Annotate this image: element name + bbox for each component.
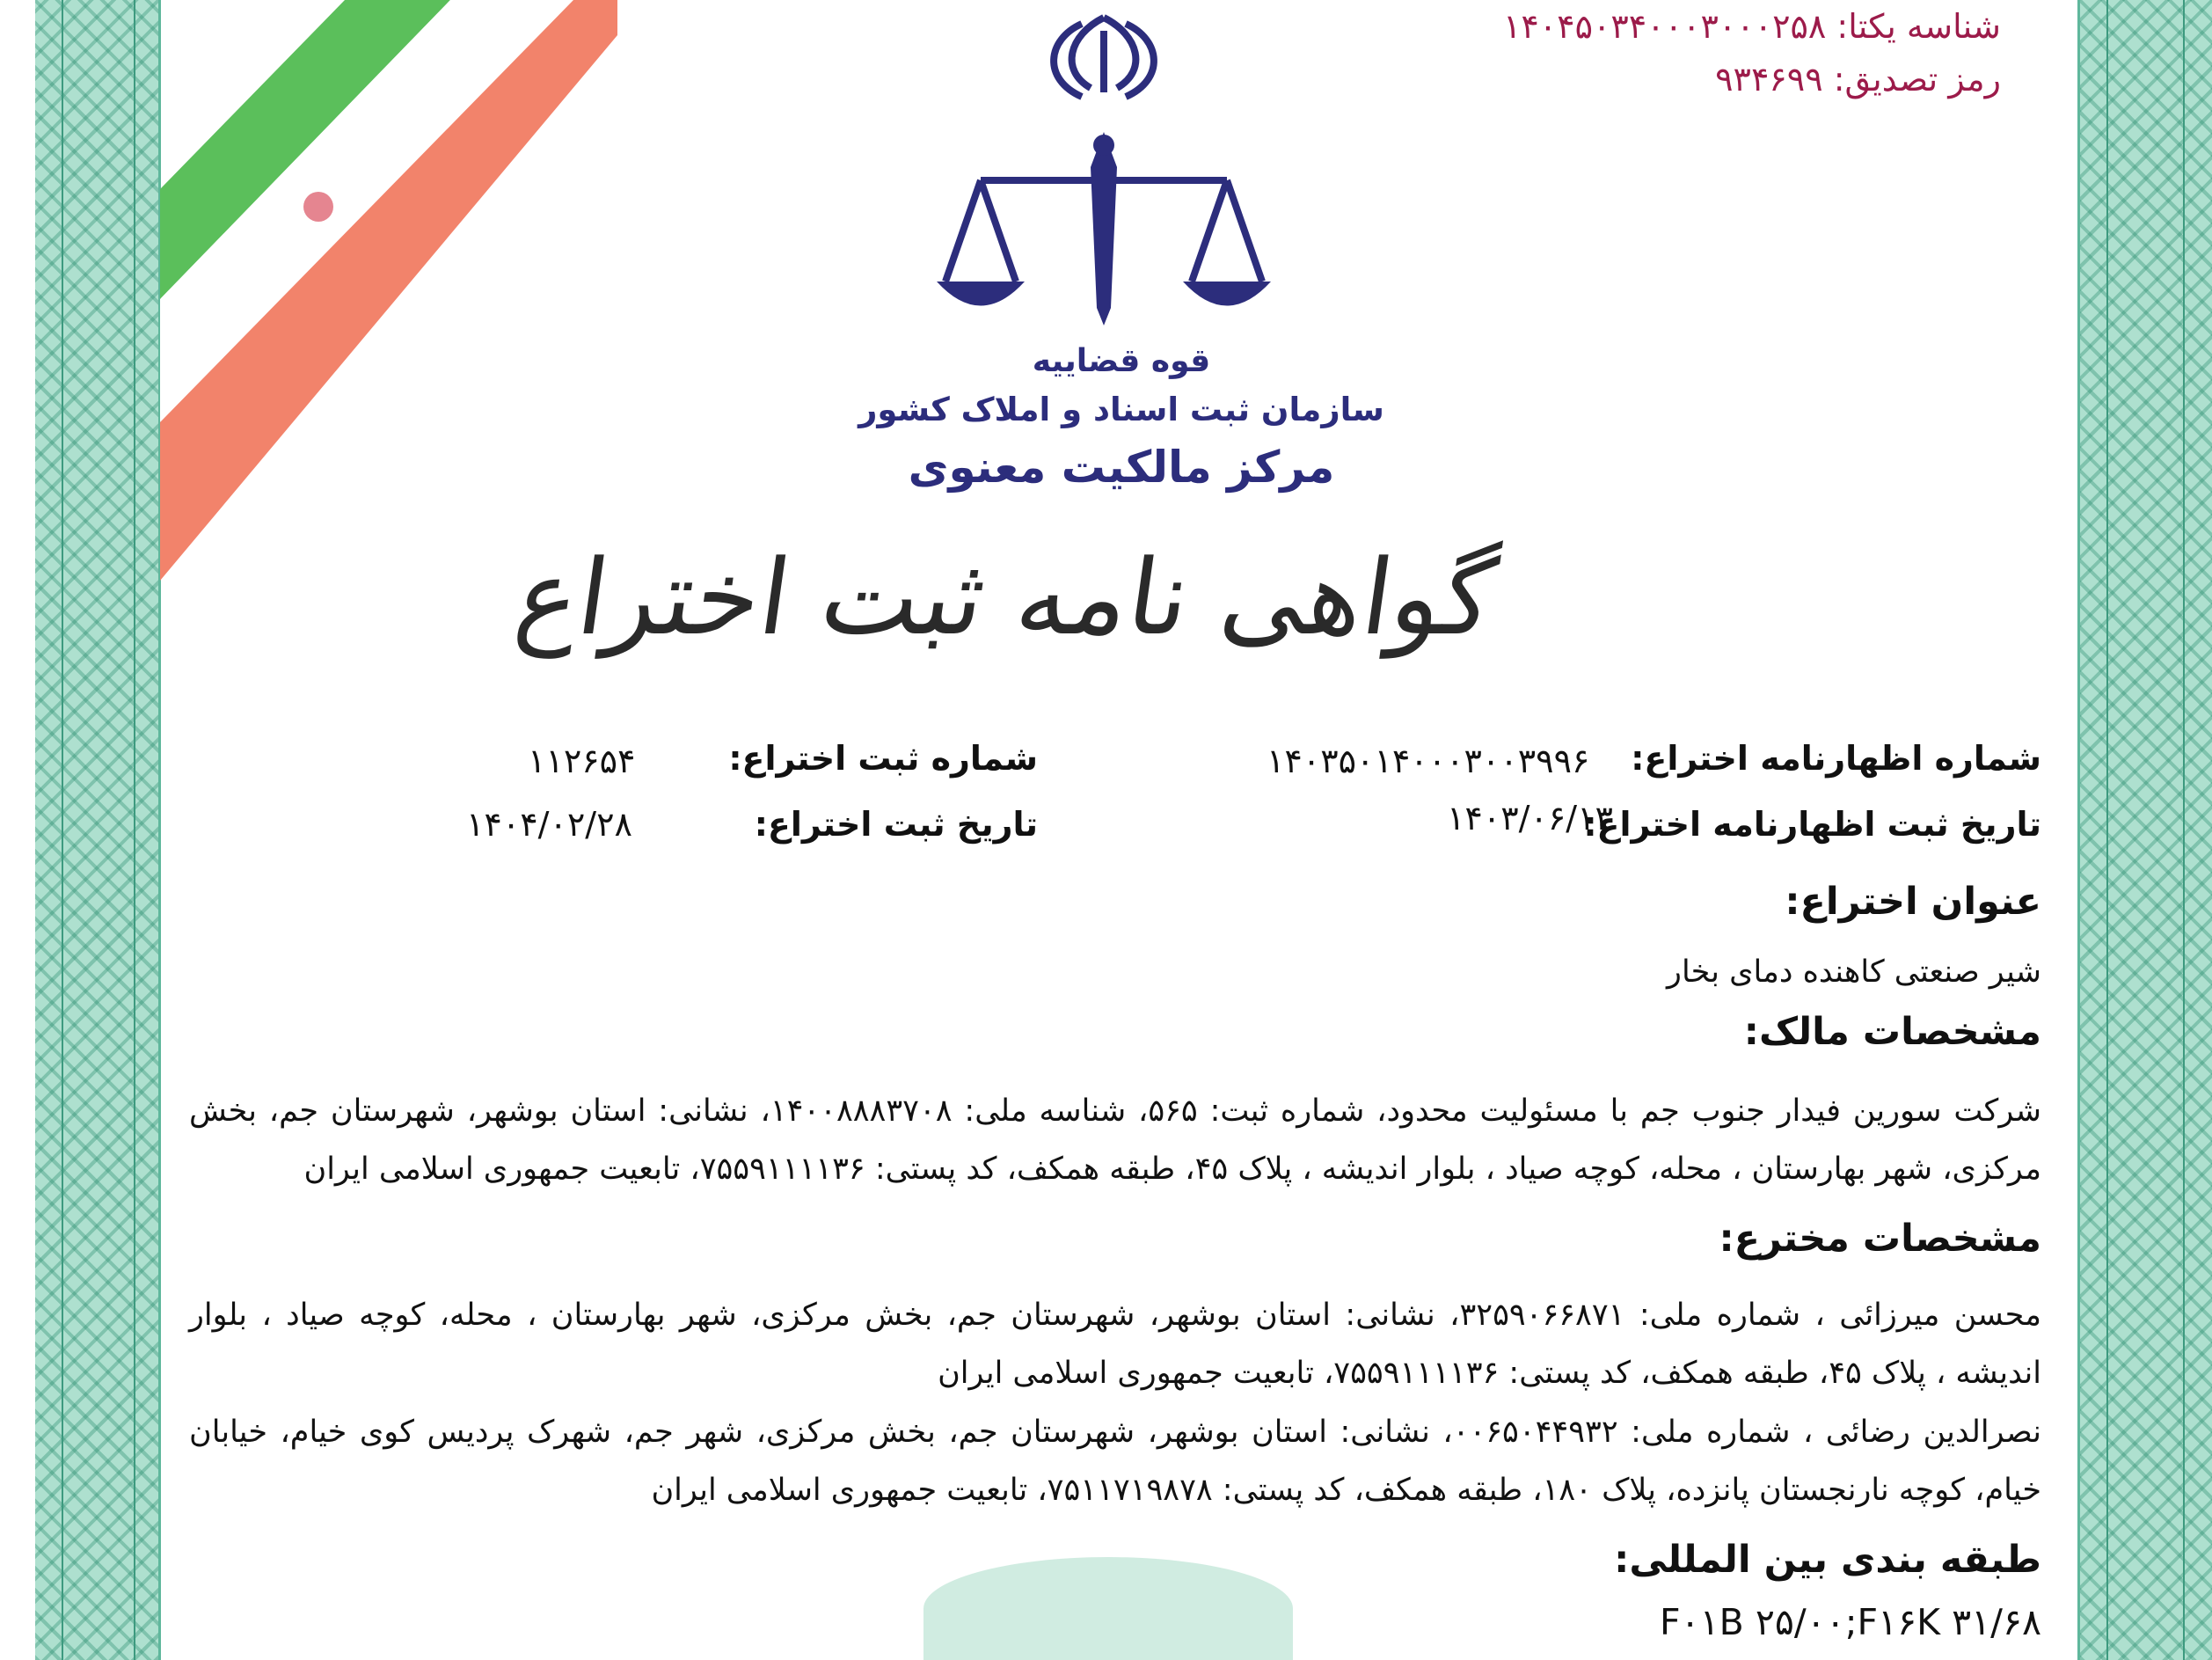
- unique-id: شناسه یکتا: ۱۴۰۴۵۰۳۴۰۰۰۳۰۰۰۲۵۸: [1502, 7, 2001, 46]
- declaration-number-value: ۱۴۰۳۵۰۱۴۰۰۰۳۰۰۳۹۹۶: [1267, 742, 1590, 780]
- registration-date-label: تاریخ ثبت اختراع:: [754, 805, 1038, 844]
- inventors-heading: مشخصات مخترع:: [1719, 1217, 2041, 1261]
- invention-title: شیر صنعتی کاهنده دمای بخار: [1667, 954, 2041, 990]
- inventor-2-details: نصرالدین رضائی ، شماره ملی: ۰۰۶۵۰۴۴۹۳۲، نشانی: استان بوشهر، شهرستان جم، بخش مرکزی، شهر جم، شهرک پردیس کوی خیام، خیابان خیام، کوچه نارنجستان پانزده، پلاک ۱۸۰، طبقه همکف، کد پستی: ۷۵۱۱۷۱۹۸۷۸، تابعیت جمهوری اسلامی ایران: [189, 1415, 2042, 1508]
- classification-heading: طبقه بندی بین المللی:: [1614, 1538, 2041, 1582]
- declaration-number-label: شماره اظهارنامه اختراع:: [1631, 739, 2041, 778]
- declaration-date-value: ۱۴۰۳/۰۶/۱۳: [1447, 799, 1613, 837]
- judiciary-emblem-icon: [928, 4, 1280, 343]
- declaration-date-label: تاریخ ثبت اظهارنامه اختراع:: [1583, 805, 2041, 844]
- verification-code: رمز تصدیق: ۹۳۴۶۹۹: [1715, 60, 2001, 99]
- org-judiciary: قوه قضاییه: [1032, 343, 1211, 379]
- invention-title-heading: عنوان اختراع:: [1785, 880, 2041, 924]
- classification-codes: F۰۱B ۲۵/۰۰;F۱۶K ۳۱/۶۸: [1660, 1601, 2041, 1643]
- watermark-emblem: [923, 1557, 1293, 1660]
- owner-heading: مشخصات مالک:: [1743, 1010, 2041, 1054]
- iran-flag-ribbon: [160, 0, 617, 581]
- org-ip-center: مرکز مالکیت معنوی: [908, 442, 1335, 493]
- registration-number-value: ۱۱۲۶۵۴: [528, 742, 636, 780]
- owner-details: شرکت سورین فیدار جنوب جم با مسئولیت محدود، شماره ثبت: ۵۶۵، شناسه ملی: ۱۴۰۰۸۸۸۳۷۰۸، نشانی: استان بوشهر، شهرستان جم، بخش مرکزی، شهر بهارستان ، محله، کوچه صیاد ، بلوار اندیشه ، پلاک ۴۵، طبقه همکف، کد پستی: ۷۵۵۹۱۱۱۱۳۶، تابعیت جمهوری اسلامی ایران: [189, 1093, 2041, 1187]
- registration-date-value: ۱۴۰۴/۰۲/۲۸: [466, 805, 632, 844]
- inventor-1-details: محسن میرزائی ، شماره ملی: ۳۲۵۹۰۶۶۸۷۱، نشانی: استان بوشهر، شهرستان جم، بخش مرکزی، شهر بهارستان ، محله، کوچه صیاد ، بلوار اندیشه ، پلاک ۴۵، طبقه همکف، کد پستی: ۷۵۵۹۱۱۱۱۳۶، تابعیت جمهوری اسلامی ایران: [189, 1298, 2041, 1391]
- right-decorative-border: [2077, 0, 2212, 1660]
- certificate-title: گواهی نامه ثبت اختراع: [508, 537, 1504, 658]
- registration-number-label: شماره ثبت اختراع:: [728, 739, 1038, 778]
- left-decorative-border: [35, 0, 161, 1660]
- org-registry: سازمان ثبت اسناد و املاک کشور: [858, 391, 1384, 428]
